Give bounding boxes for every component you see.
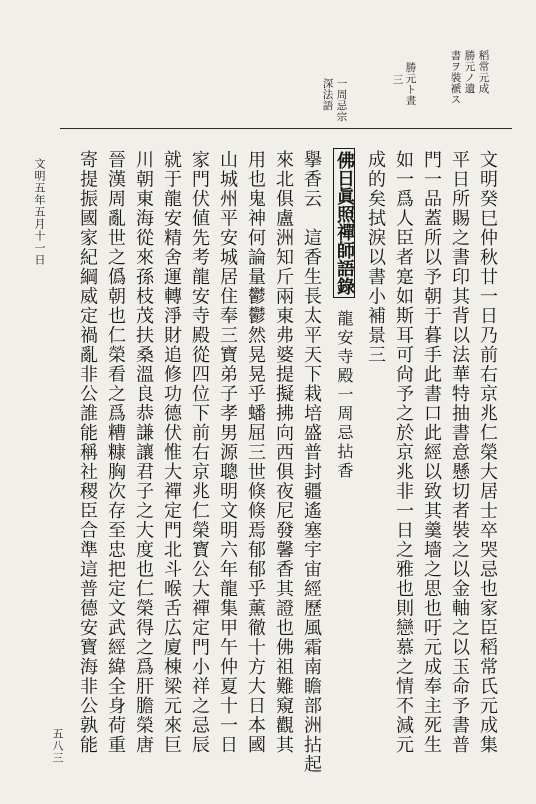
- section-title: 佛日眞照禪師語錄: [333, 148, 355, 298]
- text-column: 山城州平安城居住奉三寶弟子孝男源聰明文明六年龍集甲午仲夏十一日: [217, 150, 238, 755]
- text-column: 門一品蓋所以予朝于暮手此書口此經以致其羹墻之思也吁元成奉主死生: [421, 150, 442, 755]
- text-column: 川朝東海從來孫枝茂扶桑溫良恭謙讓君子之大度也仁榮得之爲肝膽榮唐: [133, 150, 154, 755]
- header-annotation: 一周忌宗: [335, 78, 348, 122]
- text-column: 如一爲人臣者寔如斯耳可尙予之於京兆非一日之雅也則戀慕之情不減元: [393, 150, 414, 755]
- header-annotation: 稻常元成: [477, 50, 490, 94]
- header-annotation: 勝元ノ遺: [463, 50, 476, 94]
- text-column: 成的矣拭淚以書小補景三: [365, 150, 386, 365]
- text-column: 擧香云 這香生長太平天下栽培盛普封疆遙塞宇宙經歷風霜南瞻部洲拈起: [301, 150, 322, 774]
- page-number: 五八三: [51, 728, 64, 764]
- header-annotation: 三: [391, 74, 404, 85]
- section-subtitle: 龍安寺殿一周忌拈香: [335, 310, 354, 481]
- header-annotation: 勝元ト晝: [404, 62, 417, 106]
- text-column: 來北俱盧洲知斤兩東弗婆提擬拂向西俱夜尼發馨香其證也佛祖難窺觀其: [273, 150, 294, 755]
- text-column: 平日所賜之書印其背以法華特抽書意懸切者裝之以金軸之以玉命予書普: [449, 150, 470, 755]
- text-column: 寄提振國家紀綱威定禍亂非公誰能稱社稷臣合準這普德安寳海非公孰能: [77, 150, 98, 755]
- text-column: 晉漢周亂世之僞朝也仁榮看之爲糟糠胸次存至忠把定文武經緯全身荷重: [105, 150, 126, 755]
- section-title-column: [333, 148, 355, 481]
- text-column: 用也鬼神何論量鬱鬱然晃晃乎蟠屈三世倏倏焉郁郁乎薰徹十方大日本國: [245, 150, 266, 755]
- header-annotation: 深法語: [321, 78, 334, 111]
- margin-date: 文明五年五月十一日: [33, 158, 46, 266]
- text-column: 文明癸巳仲秋廿一日乃前右京兆仁榮大居士卒哭忌也家臣稻常氏元成集: [477, 150, 498, 755]
- text-column: 就于龍安精舍運轉淨財追修功德伏惟大禪定門北斗喉舌広廈棟梁元來巨: [161, 150, 182, 755]
- header-rule: [60, 128, 512, 129]
- header-annotation: 書ヲ裝褫ス: [449, 50, 462, 105]
- text-column: 家門伏値先考龍安寺殿從四位下前右京兆仁榮寳公大禪定門小祥之忌辰: [189, 150, 210, 755]
